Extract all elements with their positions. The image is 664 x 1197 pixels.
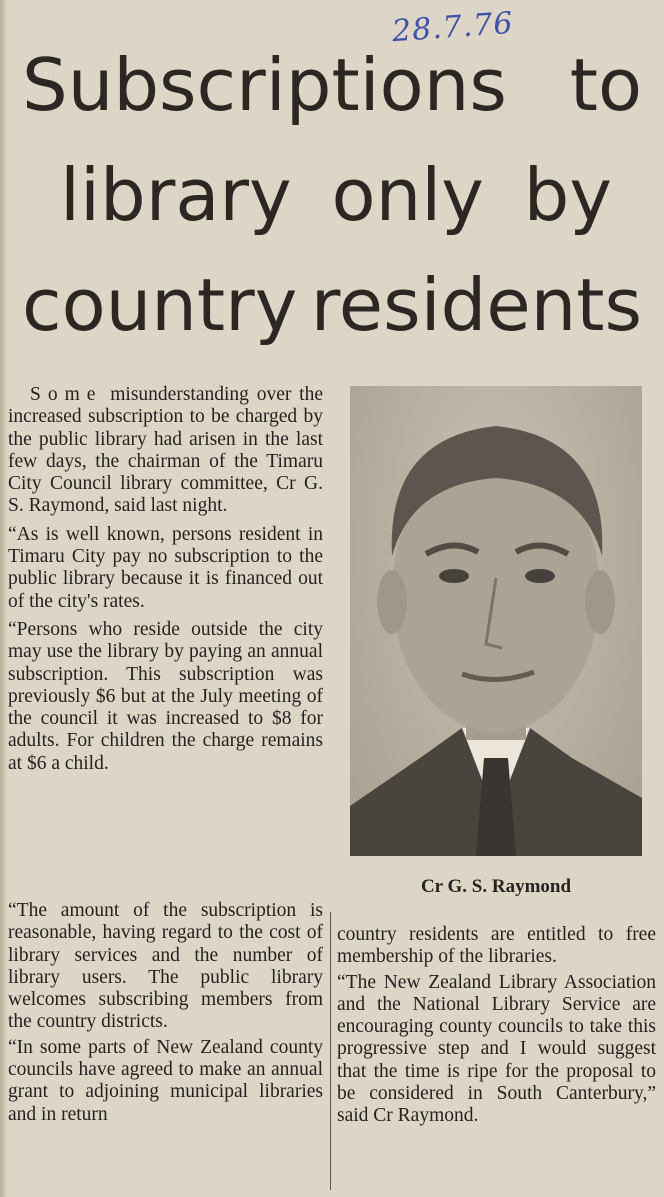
headline-word: country bbox=[22, 263, 298, 347]
article-column-left bbox=[8, 384, 323, 781]
article-paragraph: “Persons who reside outside the city may use the library by paying an annual subscription. This subscription was previously $6 but at the July meeting of the council it was increased to $8 for adults. For children the charge remains at $6 a child. bbox=[8, 618, 323, 774]
headline-line-2 bbox=[22, 140, 642, 250]
headline bbox=[22, 30, 642, 360]
headline-word: library bbox=[60, 153, 292, 237]
lead-word: Some bbox=[30, 384, 103, 405]
article-paragraph: country residents are entitled to free membership of the libraries. bbox=[337, 924, 656, 968]
article-column-bottom-right bbox=[337, 924, 656, 1131]
article-paragraph: “As is well known, persons resident in Timaru City pay no subscription to the public library because it is financed out of the city's rates. bbox=[8, 523, 323, 612]
article-paragraph: “The New Zealand Library Association and the National Library Service are encouraging county councils to take this progressive step and I would suggest that the time is ripe for the proposal to be considered in South Canterbury,” said Cr Raymond. bbox=[337, 971, 656, 1127]
article-column-bottom-left bbox=[8, 900, 323, 1129]
headline-word: Subscriptions bbox=[22, 43, 507, 127]
headline-word: by bbox=[523, 153, 612, 237]
portrait-photo bbox=[350, 386, 642, 856]
article-paragraph: “In some parts of New Zealand county councils have agreed to make an annual grant to adjoining municipal libraries and in return bbox=[8, 1036, 323, 1125]
article-paragraph: Some misunderstanding over the increased subscription to be charged by the public library had arisen in the last few days, the chairman of the Timaru City Council library committee, Cr G. S. Raymond, said last night. bbox=[8, 384, 324, 517]
article-paragraph: “The amount of the subscription is reasonable, having regard to the cost of library services and the number of library users. The public library welcomes subscribing members from the country districts. bbox=[8, 900, 323, 1033]
headline-line-3 bbox=[22, 250, 642, 360]
headline-word: to bbox=[569, 43, 642, 127]
headline-word: residents bbox=[310, 263, 642, 347]
headline-line-1 bbox=[22, 30, 642, 140]
column-divider bbox=[330, 912, 331, 1190]
handwritten-date: 28.7.76 bbox=[390, 5, 515, 50]
portrait-illustration bbox=[350, 386, 642, 856]
headline-word: only bbox=[331, 153, 484, 237]
photo-caption: Cr G. S. Raymond bbox=[420, 876, 572, 897]
